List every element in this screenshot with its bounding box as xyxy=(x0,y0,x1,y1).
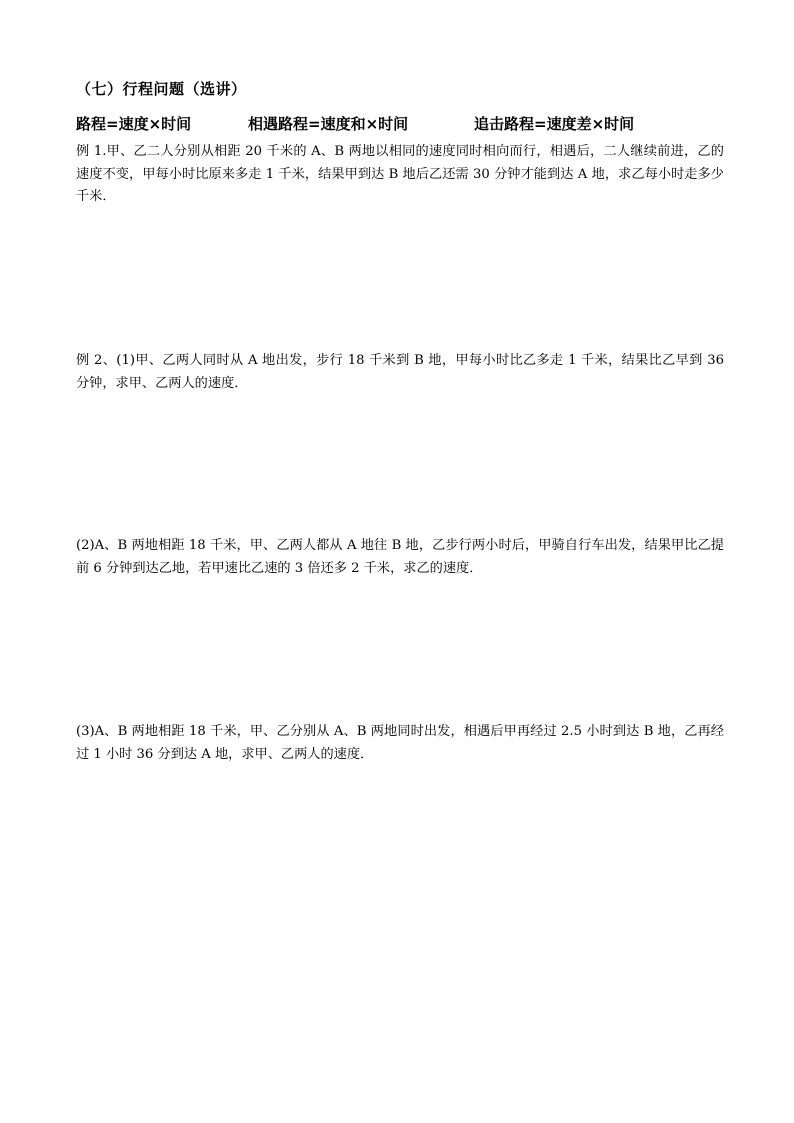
formula-chasing: 追击路程=速度差×时间 xyxy=(474,115,635,133)
problem-example-2-part-3: (3)A、B 两地相距 18 千米，甲、乙分别从 A、B 两地同时出发，相遇后甲再经过 2.5 小时到达 B 地，乙再经过 1 小时 36 分到达 A 地，求甲、乙两人的速度． xyxy=(76,724,724,762)
problem-example-2-part-2: (2)A、B 两地相距 18 千米，甲、乙两人都从 A 地往 B 地，乙步行两小时后，甲骑自行车出发，结果甲比乙提前 6 分钟到达乙地，若甲速比乙速的 3 倍还多 2 千米，求乙的速度． xyxy=(76,538,724,576)
problem-example-1: 例 1.甲、乙二人分别从相距 20 千米的 A、B 两地以相同的速度同时相向而行，相遇后，二人继续前进，乙的速度不变，甲每小时比原来多走 1 千米，结果甲到达 B 地后乙还需 30 分钟才能到达 A 地，求乙每小时走多少千米． xyxy=(76,144,724,204)
section-title: （七）行程问题（选讲） xyxy=(76,80,247,98)
problem-example-2-part-1: 例 2、(1)甲、乙两人同时从 A 地出发，步行 18 千米到 B 地，甲每小时比乙多走 1 千米，结果比乙早到 36 分钟，求甲、乙两人的速度． xyxy=(76,353,724,391)
formula-distance: 路程=速度×时间 xyxy=(76,115,192,133)
formula-meeting: 相遇路程=速度和×时间 xyxy=(248,115,409,133)
